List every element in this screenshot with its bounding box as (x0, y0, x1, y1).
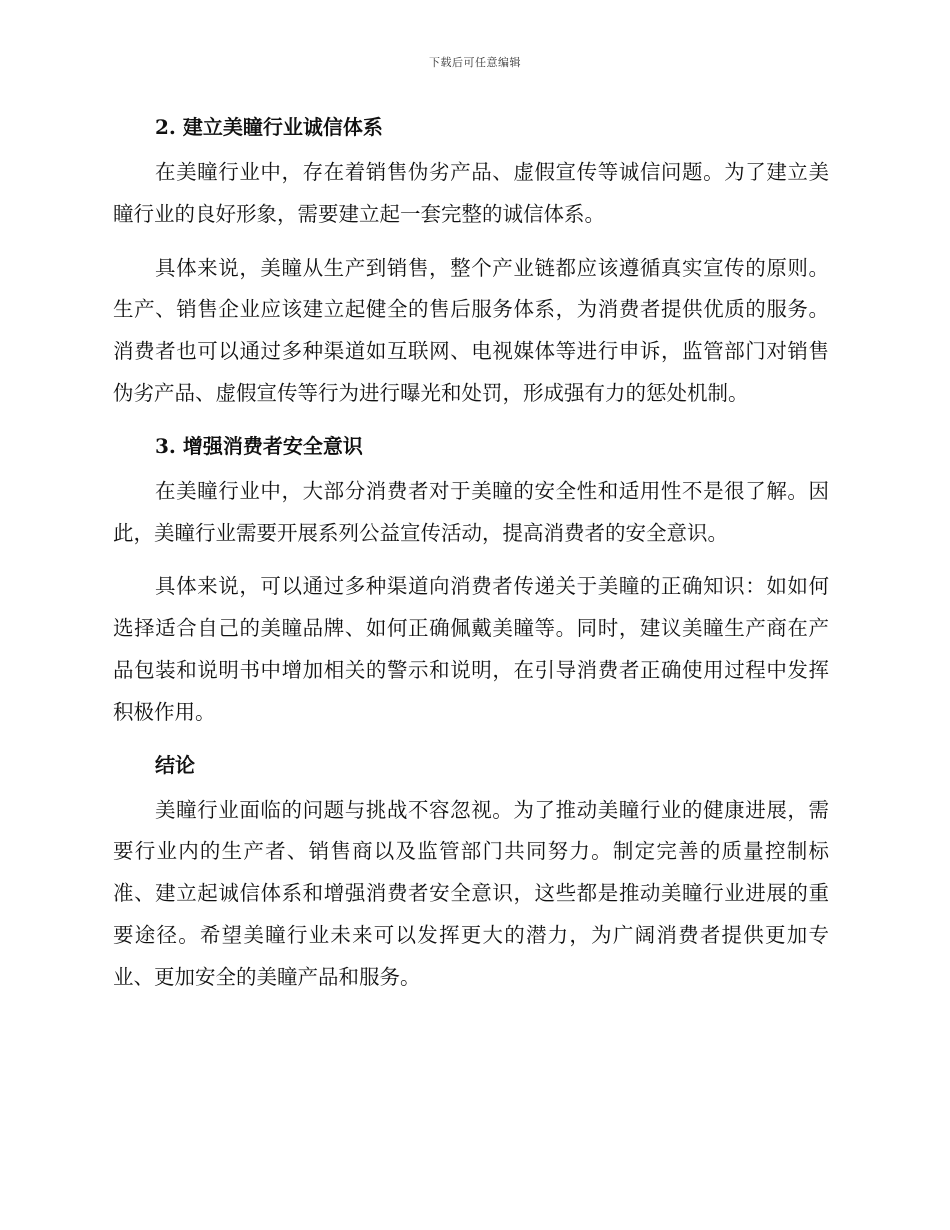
page-header: 下载后可任意编辑 (429, 56, 521, 69)
paragraph: 具体来说，可以通过多种渠道向消费者传递关于美瞳的正确知识：如如何选择适合自己的美瞳品牌、如何正确佩戴美瞳等。同时，建议美瞳生产商在产品包装和说明书中增加相关的警示和说明，在引导消费者正确使用过程中发挥积极作用。 (113, 574, 829, 724)
paragraph: 具体来说，美瞳从生产到销售，整个产业链都应该遵循真实宣传的原则。生产、销售企业应该建立起健全的售后服务体系，为消费者提供优质的服务。消费者也可以通过多种渠道如互联网、电视媒体等进行申诉，监管部门对销售伪劣产品、虚假宣传等行为进行曝光和处罚，形成强有力的惩处机制。 (113, 255, 829, 405)
section-consumer-safety (113, 427, 829, 734)
section-heading: 3. 增强消费者安全意识 (155, 433, 363, 458)
section-integrity-system (113, 108, 829, 415)
paragraph: 在美瞳行业中，大部分消费者对于美瞳的安全性和适用性不是很了解。因此，美瞳行业需要开展系列公益宣传活动，提高消费者的安全意识。 (113, 478, 829, 545)
section-heading: 2. 建立美瞳行业诚信体系 (155, 115, 383, 139)
paragraph: 在美瞳行业中，存在着销售伪劣产品、虚假宣传等诚信问题。为了建立美瞳行业的良好形象，需要建立起一套完整的诚信体系。 (113, 160, 829, 226)
section-heading: 结论 (155, 752, 195, 777)
paragraph: 美瞳行业面临的问题与挑战不容忽视。为了推动美瞳行业的健康进展，需要行业内的生产者、销售商以及监管部门共同努力。制定完善的质量控制标准、建立起诚信体系和增强消费者安全意识，这些都是推动美瞳行业进展的重要途径。希望美瞳行业未来可以发挥更大的潜力，为广阔消费者提供更加专业、更加安全的美瞳产品和服务。 (113, 797, 829, 989)
document-body (113, 108, 829, 999)
section-conclusion (113, 746, 829, 999)
